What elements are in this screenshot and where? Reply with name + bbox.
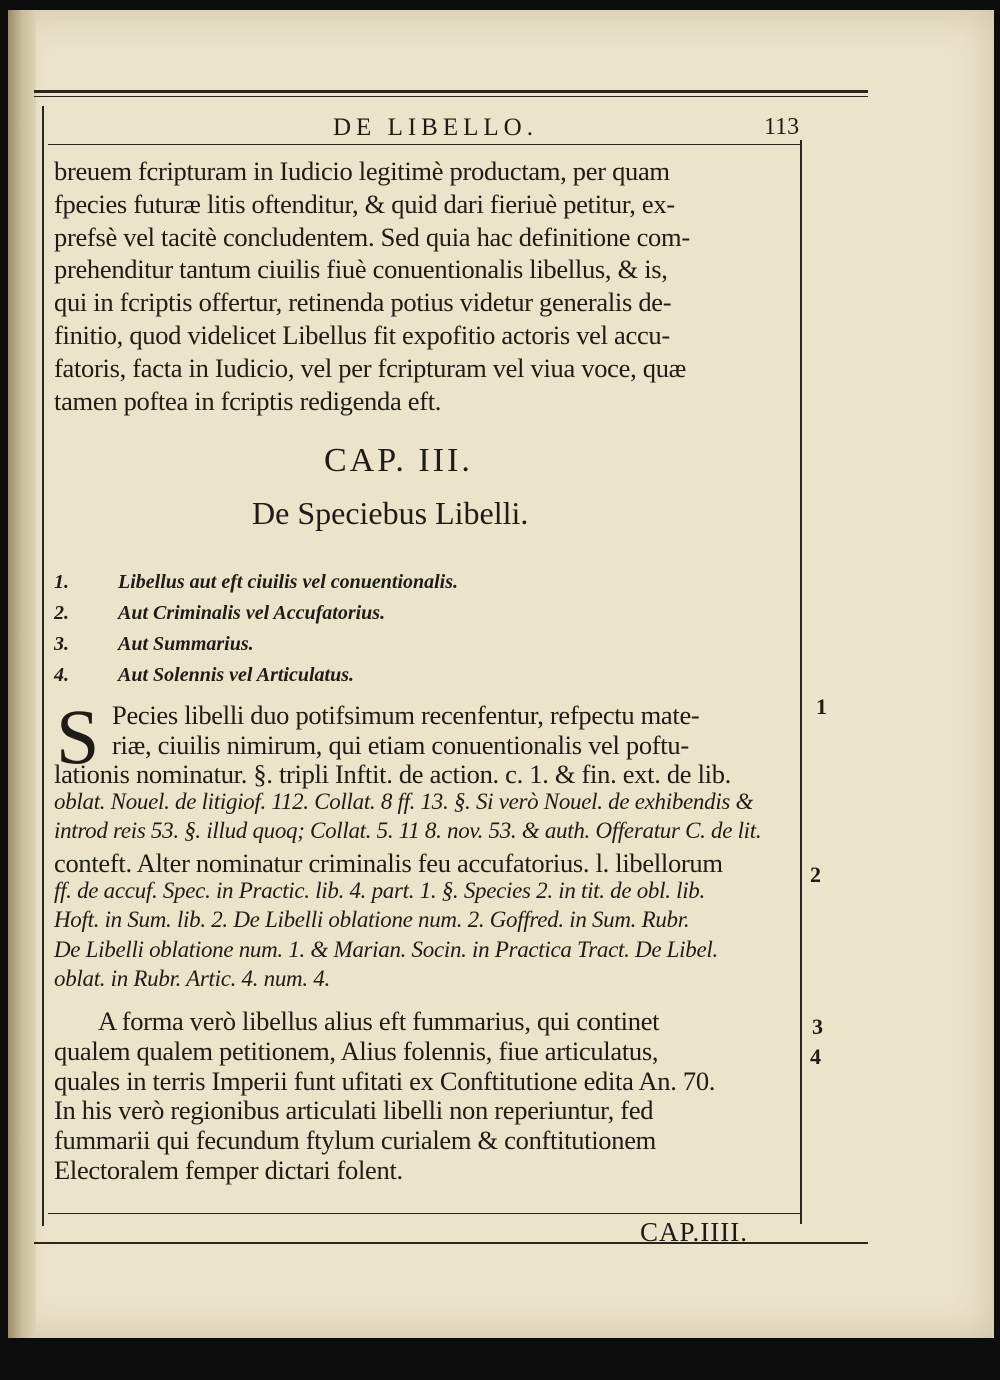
text-line: oblat. in Rubr. Artic. 4. num. 4. bbox=[54, 966, 330, 992]
text-line: In his verò regionibus articulati libelli non reperiuntur, fed bbox=[54, 1095, 654, 1126]
text-line: prefsè vel tacitè concludentem. Sed quia hac definitione com- bbox=[54, 221, 690, 252]
text-line: riæ, ciuilis nimirum, qui etiam conuentionalis vel poftu- bbox=[112, 729, 689, 760]
summary-item-text: Libellus aut eft ciuilis vel conuentionalis. bbox=[118, 571, 459, 593]
text-line: A forma verò libellus alius eft fummarius, qui continet bbox=[98, 1006, 660, 1036]
text-line: fpecies futuræ litis oftenditur, & quid dari fieriuè petitur, ex- bbox=[54, 188, 675, 219]
text-line: quales in terris Imperii funt ufitati ex Conftitutione edita An. 70. bbox=[54, 1065, 716, 1096]
chapter-number: CAP. III. bbox=[324, 442, 473, 479]
page-spine-edge bbox=[8, 10, 36, 1338]
right-frame-line bbox=[800, 140, 802, 1224]
text-line: Electoralem femper dictari folent. bbox=[54, 1155, 403, 1185]
top-rule bbox=[34, 90, 868, 93]
summary-item-text: Aut Summarius. bbox=[118, 633, 254, 655]
summary-item-number: 2. bbox=[54, 602, 69, 624]
margin-note-number: 2 bbox=[810, 862, 821, 887]
text-line: lationis nominatur. §. tripli Inftit. de action. c. 1. & fin. ext. de lib. bbox=[54, 759, 731, 790]
margin-note-number: 4 bbox=[810, 1044, 821, 1069]
text-line: breuem fcripturam in Iudicio legitimè productam, per quam bbox=[54, 156, 670, 186]
text-line: Hoft. in Sum. lib. 2. De Libelli oblatione num. 2. Goffred. in Sum. Rubr. bbox=[54, 907, 690, 933]
running-header-title: DE LIBELLO. bbox=[333, 114, 538, 141]
chapter-title: De Speciebus Libelli. bbox=[252, 495, 529, 531]
summary-item-text: Aut Solennis vel Articulatus. bbox=[118, 664, 354, 686]
bottom-rule bbox=[48, 1213, 800, 1214]
summary-item-number: 3. bbox=[54, 633, 69, 655]
summary-item-text: Aut Criminalis vel Accufatorius. bbox=[118, 602, 386, 624]
text-line: Pecies libelli duo potifsimum recenfentur, refpectu mate- bbox=[112, 700, 700, 730]
text-line: qui in fcriptis offertur, retinenda potius videtur generalis de- bbox=[54, 287, 672, 318]
book-page bbox=[8, 10, 994, 1338]
left-frame-line bbox=[42, 106, 44, 1226]
text-line: fummarii qui fecundum ftylum curialem & conftitutionem bbox=[54, 1125, 656, 1156]
summary-item-number: 1. bbox=[54, 571, 69, 593]
text-line: fatoris, facta in Iudicio, vel per fcripturam vel viua voce, quæ bbox=[54, 352, 687, 383]
top-rule-thin bbox=[34, 96, 868, 97]
text-line: prehenditur tantum ciuilis fiuè conuentionalis libellus, & is, bbox=[54, 254, 668, 285]
text-line: ff. de accuf. Spec. in Practic. lib. 4. part. 1. §. Species 2. in tit. de obl. lib. bbox=[54, 877, 705, 903]
margin-note-number: 1 bbox=[816, 694, 827, 719]
drop-cap-letter: S bbox=[56, 693, 100, 780]
text-line: oblat. Nouel. de litigiof. 112. Collat. 8 ff. 13. §. Si verò Nouel. de exhibendis & bbox=[54, 788, 754, 814]
catchword: CAP.IIII. bbox=[640, 1217, 748, 1247]
text-line: finitio, quod videlicet Libellus fit expofitio actoris vel accu- bbox=[54, 320, 670, 350]
header-rule bbox=[48, 144, 800, 145]
text-line: tamen poftea in fcriptis redigenda eft. bbox=[54, 385, 442, 416]
text-line: introd reis 53. §. illud quoq; Collat. 5. 11 8. nov. 53. & auth. Offeratur C. de lit. bbox=[54, 818, 762, 844]
summary-item-number: 4. bbox=[54, 664, 69, 686]
margin-note-number: 3 bbox=[812, 1014, 823, 1039]
text-line: qualem qualem petitionem, Alius folennis, fiue articulatus, bbox=[54, 1035, 659, 1066]
page-number: 113 bbox=[764, 114, 800, 140]
text-line: conteft. Alter nominatur criminalis feu accufatorius. l. libellorum bbox=[54, 848, 723, 878]
text-line: De Libelli oblatione num. 1. & Marian. Socin. in Practica Tract. De Libel. bbox=[54, 936, 718, 962]
